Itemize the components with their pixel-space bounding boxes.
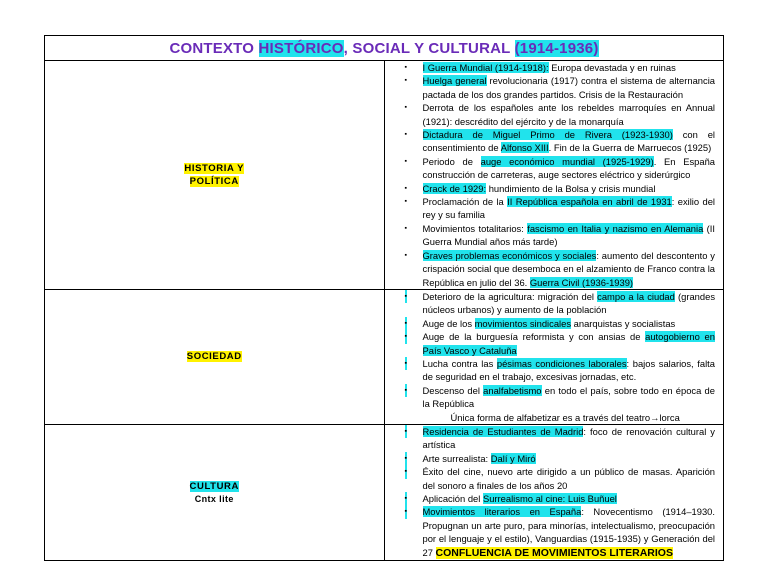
list-item: ▪ I Guerra Mundial (1914-1918): Europa devastada y en ruinas <box>404 62 676 73</box>
bullet-icon: ▪ <box>405 505 407 518</box>
highlight: Alfonso XIII <box>500 142 549 154</box>
category-cultura <box>45 424 385 560</box>
list-item: ▪ Proclamación de la II República española en abril de 1931: exilio del rey y su familia <box>404 196 715 221</box>
highlight: Residencia de Estudiantes de Madrid <box>422 425 584 437</box>
content-sociedad <box>384 289 724 424</box>
list-item: ▪ Huelga general revolucionaria (1917) contra el sistema de alternancia pactada de los dos grandes partidos. Crisis de la Restauración <box>404 75 715 100</box>
category-label-historia-1: HISTORIA Y <box>184 162 245 174</box>
list-item: ▪ Movimientos literarios en España: Novecentismo (1914–1930. Propugnan un arte puro, para minorías, intelectualismo, preocupación por el lenguaje y el estilo), Vanguardias (1915-1935) y Generación del 27 CONFLUENCIA DE MOVIMIENTOS LITERARIOS <box>404 506 715 559</box>
bullet-icon: ▪ <box>404 157 407 165</box>
bullet-icon: ▪ <box>404 184 407 192</box>
title-highlight-historico: HISTÓRICO <box>258 39 344 57</box>
list-item: ▪ Éxito del cine, nuevo arte dirigido a un público de masas. Aparición del sonoro a finales de los años 20 <box>404 466 715 491</box>
highlight: Dictadura de Miguel Primo de Rivera (1923-1930) <box>422 129 673 141</box>
highlight: autogobierno en País Vasco y Cataluña <box>422 331 715 356</box>
list-item: ▪ Arte surrealista: Dalí y Miró <box>404 452 536 464</box>
highlight: Dalí y Miró <box>490 452 536 464</box>
category-sublabel-cultura: Cntx lite <box>194 493 234 504</box>
highlight: Huelga general <box>422 75 487 87</box>
category-historia <box>45 61 385 290</box>
category-sociedad <box>45 289 385 424</box>
bullet-icon: ▪ <box>404 64 407 71</box>
bullet-icon: ▪ <box>404 104 407 112</box>
list-item: ▪ Lucha contra las pésimas condiciones laborales: bajos salarios, falta de seguridad en el trabajo, excesivas jornadas, etc. <box>404 357 715 383</box>
category-label-historia-2: POLÍTICA <box>189 175 239 187</box>
content-historia <box>384 61 724 290</box>
bullet-icon: ▪ <box>404 131 407 139</box>
list-item: ▪ Crack de 1929: hundimiento de la Bolsa y crisis mundial <box>404 182 656 194</box>
bullet-icon: ▪ <box>405 492 407 505</box>
highlight: Surrealismo al cine: Luis Buñuel <box>482 493 617 504</box>
highlight: fascismo en Italia y nazismo en Alemania <box>527 222 704 234</box>
bullet-icon: ▪ <box>405 384 407 397</box>
section-row-sociedad <box>45 289 724 424</box>
bullet-icon: ▪ <box>405 425 407 438</box>
list-item: ▪ Aplicación del Surrealismo al cine: Luis Buñuel <box>404 493 617 504</box>
bullet-icon: ▪ <box>404 224 407 232</box>
highlight: II República española en abril de 1931 <box>507 196 672 208</box>
bullet-icon: ▪ <box>404 77 407 85</box>
section-row-cultura <box>45 424 724 560</box>
list-item: ▪ Auge de la burguesía reformista y con ansias de autogobierno en País Vasco y Cataluña <box>404 331 715 356</box>
content-cultura <box>384 424 724 560</box>
section-row-historia <box>45 61 724 290</box>
list-item: ▪ Derrota de los españoles ante los rebeldes marroquíes en Annual (1921): descrédito del ejército y de la monarquía <box>404 102 715 127</box>
highlight: auge económico mundial (1925-1929) <box>480 155 654 167</box>
list-sociedad <box>405 290 716 411</box>
highlight: Graves problemas económicos y sociales <box>422 249 597 261</box>
list-item: ▪ Dictadura de Miguel Primo de Rivera (1923-1930) con el consentimiento de Alfonso XIII. Fin de la Guerra de Marruecos (1925) <box>404 129 715 154</box>
title-highlight-years: (1914-1936) <box>514 39 599 57</box>
highlight-strong: CONFLUENCIA DE MOVIMIENTOS LITERARIOS <box>435 546 673 559</box>
list-item: ▪ Deterioro de la agricultura: migración del campo a la ciudad (grandes núcleos urbanos) y aumento de la población <box>404 290 716 316</box>
bullet-icon: ▪ <box>405 290 407 303</box>
list-item: ▪ Auge de los movimientos sindicales anarquistas y socialistas <box>404 317 676 329</box>
list-cultura <box>405 425 716 560</box>
highlight: analfabetismo <box>483 384 542 396</box>
bullet-icon: ▪ <box>405 330 407 343</box>
title-row <box>45 36 724 61</box>
bullet-icon: ▪ <box>404 198 407 206</box>
list-item: ▪ Movimientos totalitarios: fascismo en Italia y nazismo en Alemania (II Guerra Mundial años más tarde) <box>404 222 716 248</box>
highlight: campo a la ciudad <box>597 290 675 302</box>
highlight: Crack de 1929: <box>422 182 487 194</box>
category-label-sociedad: SOCIEDAD <box>186 351 242 363</box>
list-item: ▪ Graves problemas económicos y sociales: aumento del descontento y crispación social que desemboca en el alzamiento de Franco contra la República en julio del 36. Guerra Civil (1936-1939) <box>404 249 715 288</box>
highlight: pésimas condiciones laborales <box>496 357 627 369</box>
highlight: I Guerra Mundial (1914-1918): <box>422 62 549 73</box>
arrow-right-icon: → <box>650 411 660 423</box>
highlight: Guerra Civil (1936-1939) <box>529 276 634 288</box>
list-item: ▪ Residencia de Estudiantes de Madrid: foco de renovación cultural y artística <box>404 425 715 451</box>
bullet-icon: ▪ <box>405 317 407 330</box>
category-label-cultura: CULTURA <box>189 480 239 492</box>
list-historia <box>405 61 716 289</box>
bullet-icon: ▪ <box>404 251 407 259</box>
highlight: movimientos sindicales <box>474 317 572 329</box>
highlight: Movimientos literarios en España <box>422 506 582 518</box>
bullet-icon: ▪ <box>405 465 407 478</box>
bullet-icon: ▪ <box>405 357 407 370</box>
bullet-icon: ▪ <box>405 452 407 465</box>
context-table <box>44 35 724 561</box>
list-item: ▪ Periodo de auge económico mundial (1925-1929). En España construcción de carreteras, auge sectores eléctrico y siderúrgico <box>404 155 715 181</box>
page-title: CONTEXTO HISTÓRICO, SOCIAL Y CULTURAL (1914-1936) <box>45 36 724 61</box>
list-item: ▪ Descenso del analfabetismo en todo el país, sobre todo en época de la República <box>404 384 715 410</box>
note-teatro: Única forma de alfabetizar es a través del teatro→lorca <box>450 411 680 423</box>
